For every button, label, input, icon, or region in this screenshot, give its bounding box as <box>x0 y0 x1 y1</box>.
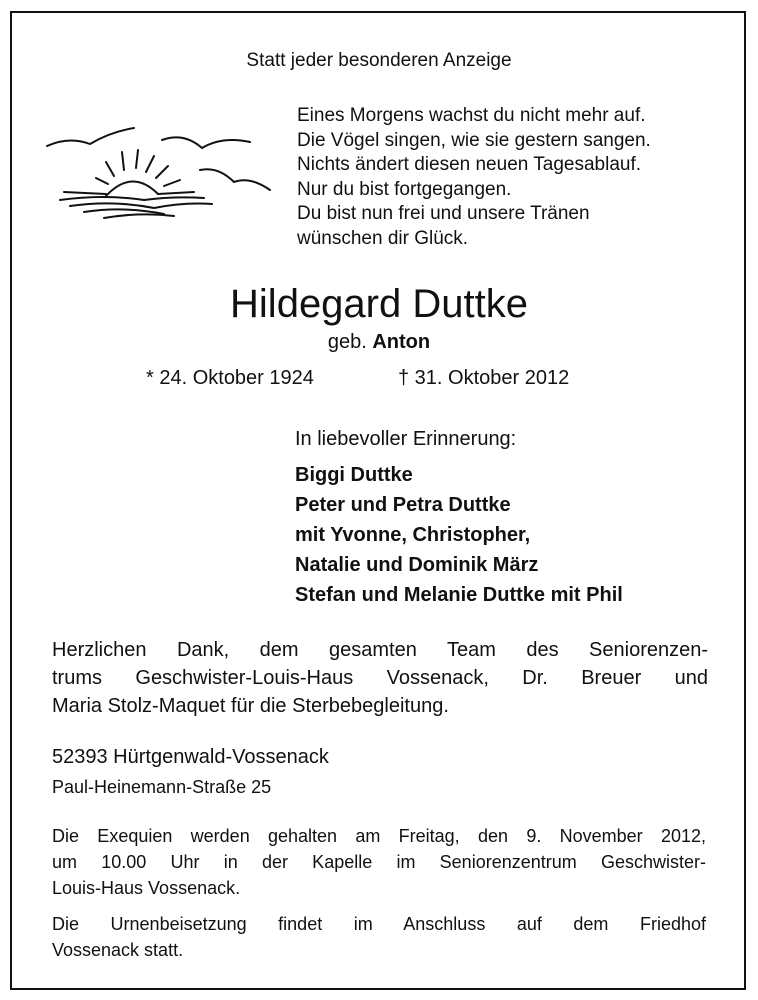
urn-line: Die Urnenbeisetzung findet im Anschluss auf dem Friedhof <box>52 914 706 934</box>
urn-paragraph <box>52 911 706 963</box>
memory-label: In liebevoller Erinnerung: <box>295 428 517 450</box>
family-list <box>295 460 623 610</box>
service-line: Louis-Haus Vossenack. <box>52 878 241 898</box>
death-date: † 31. Oktober 2012 <box>398 367 570 389</box>
address-city: 52393 Hürtgenwald-Vossenack <box>52 746 329 768</box>
thanks-paragraph <box>52 636 708 720</box>
thanks-line: Herzlichen Dank, dem gesamten Team des Seniorenzen- <box>52 639 708 661</box>
birds-sunset-icon <box>44 124 274 220</box>
poem-line: Nichts ändert diesen neuen Tagesablauf. <box>297 154 642 175</box>
poem <box>297 104 651 251</box>
deceased-name: Hildegard Duttke <box>230 282 528 326</box>
poem-line: Eines Morgens wachst du nicht mehr auf. <box>297 105 646 126</box>
maiden-name: Anton <box>372 331 431 353</box>
maiden-prefix: geb. <box>327 331 367 353</box>
poem-line: wünschen dir Glück. <box>297 227 469 249</box>
service-line: Die Exequien werden gehalten am Freitag, den 9. November 2012, <box>52 826 706 846</box>
poem-line: Nur du bist fortgegangen. <box>297 178 512 200</box>
service-paragraph <box>52 823 706 901</box>
poem-line: Die Vögel singen, wie sie gestern sangen. <box>297 129 651 151</box>
maiden-name-line <box>0 331 758 354</box>
address-street: Paul-Heinemann-Straße 25 <box>52 777 272 797</box>
service-line: um 10.00 Uhr in der Kapelle im Seniorenzentrum Geschwister- <box>52 852 706 872</box>
urn-line: Vossenack statt. <box>52 940 184 960</box>
family-member: Peter und Petra Duttke <box>295 494 511 516</box>
birds-sunset-illustration <box>44 124 274 220</box>
poem-line: Du bist nun frei und unsere Tränen <box>297 203 590 224</box>
family-member: mit Yvonne, Christopher, <box>295 524 531 546</box>
family-member: Biggi Duttke <box>295 464 413 486</box>
family-member: Natalie und Dominik März <box>295 554 539 576</box>
birth-date: * 24. Oktober 1924 <box>146 367 314 389</box>
thanks-line: Maria Stolz-Maquet für die Sterbebegleitung. <box>52 695 449 717</box>
thanks-line: trums Geschwister-Louis-Haus Vossenack, Dr. Breuer und <box>52 667 708 689</box>
family-member: Stefan und Melanie Duttke mit Phil <box>295 584 623 606</box>
notice-header: Statt jeder besonderen Anzeige <box>246 50 512 71</box>
